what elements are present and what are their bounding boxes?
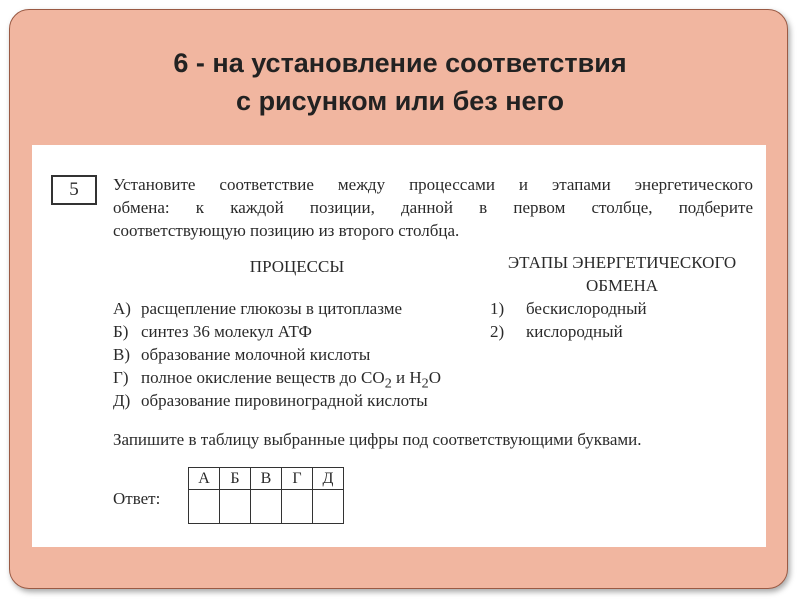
instruction-line: обмена: к каждой позиции, данной в первом столбце, подберите: [113, 198, 753, 217]
answer-cell[interactable]: [189, 490, 220, 524]
process-text: образование молочной кислоты: [141, 345, 371, 364]
process-item-b: [113, 320, 312, 343]
stage-text: кислородный: [526, 322, 623, 341]
stages-heading-line-2: ОБМЕНА: [585, 276, 659, 295]
answer-column-header: Г: [282, 468, 313, 490]
subscript: 2: [384, 375, 392, 392]
process-text: образование пировиноградной кислоты: [141, 391, 428, 410]
stage-item-2: [490, 320, 623, 343]
stage-number: 2): [490, 322, 505, 341]
stages-heading: [482, 251, 762, 297]
answer-table-header-row: [189, 468, 344, 490]
answer-cell[interactable]: [282, 490, 313, 524]
answer-cell[interactable]: [251, 490, 282, 524]
process-letter: Г): [113, 368, 129, 387]
instruction-line: соответствующую позицию из второго столбца.: [113, 221, 460, 240]
process-letter: Д): [113, 391, 131, 410]
processes-heading: ПРОЦЕССЫ: [249, 257, 345, 276]
process-text: синтез 36 молекул АТФ: [141, 322, 312, 341]
answer-table-input-row: [189, 490, 344, 524]
slide-title: [0, 44, 800, 120]
process-text-part: и Н: [391, 368, 422, 387]
answer-table: [188, 467, 344, 524]
answer-cell[interactable]: [220, 490, 251, 524]
stage-text: бескислородный: [526, 299, 647, 318]
answer-column-header: Д: [313, 468, 344, 490]
cropped-text-fragment: [32, 145, 766, 153]
stages-heading-line-1: ЭТАПЫ ЭНЕРГЕТИЧЕСКОГО: [507, 253, 737, 272]
process-letter: Б): [113, 322, 129, 341]
answer-column-header: Б: [220, 468, 251, 490]
process-text-part: полное окисление веществ до СО: [141, 368, 385, 387]
task-instruction: [113, 173, 753, 242]
slide-title-line-2: с рисунком или без него: [236, 86, 564, 116]
stage-item-1: [490, 297, 647, 320]
answer-column-header: А: [189, 468, 220, 490]
answer-cell[interactable]: [313, 490, 344, 524]
subscript: 2: [421, 375, 429, 392]
process-letter: В): [113, 345, 130, 364]
slide-title-line-1: 6 - на установление соответствия: [173, 48, 627, 78]
process-text: [141, 368, 441, 392]
answer-column-header: В: [251, 468, 282, 490]
footer-instruction: Запишите в таблицу выбранные цифры под соответствующими буквами.: [113, 430, 642, 449]
stage-number: 1): [490, 299, 505, 318]
process-letter: А): [113, 299, 131, 318]
process-text: расщепление глюкозы в цитоплазме: [141, 299, 403, 318]
process-item-d: [113, 389, 428, 412]
answer-label: Ответ:: [113, 489, 161, 508]
task-scan-panel: [32, 145, 766, 547]
process-text-part: О: [428, 368, 441, 387]
process-item-a: [113, 297, 402, 320]
instruction-line: Установите соответствие между процессами и этапами энергетического: [113, 175, 753, 194]
process-item-v: [113, 343, 370, 366]
task-number-box: 5: [51, 175, 97, 205]
